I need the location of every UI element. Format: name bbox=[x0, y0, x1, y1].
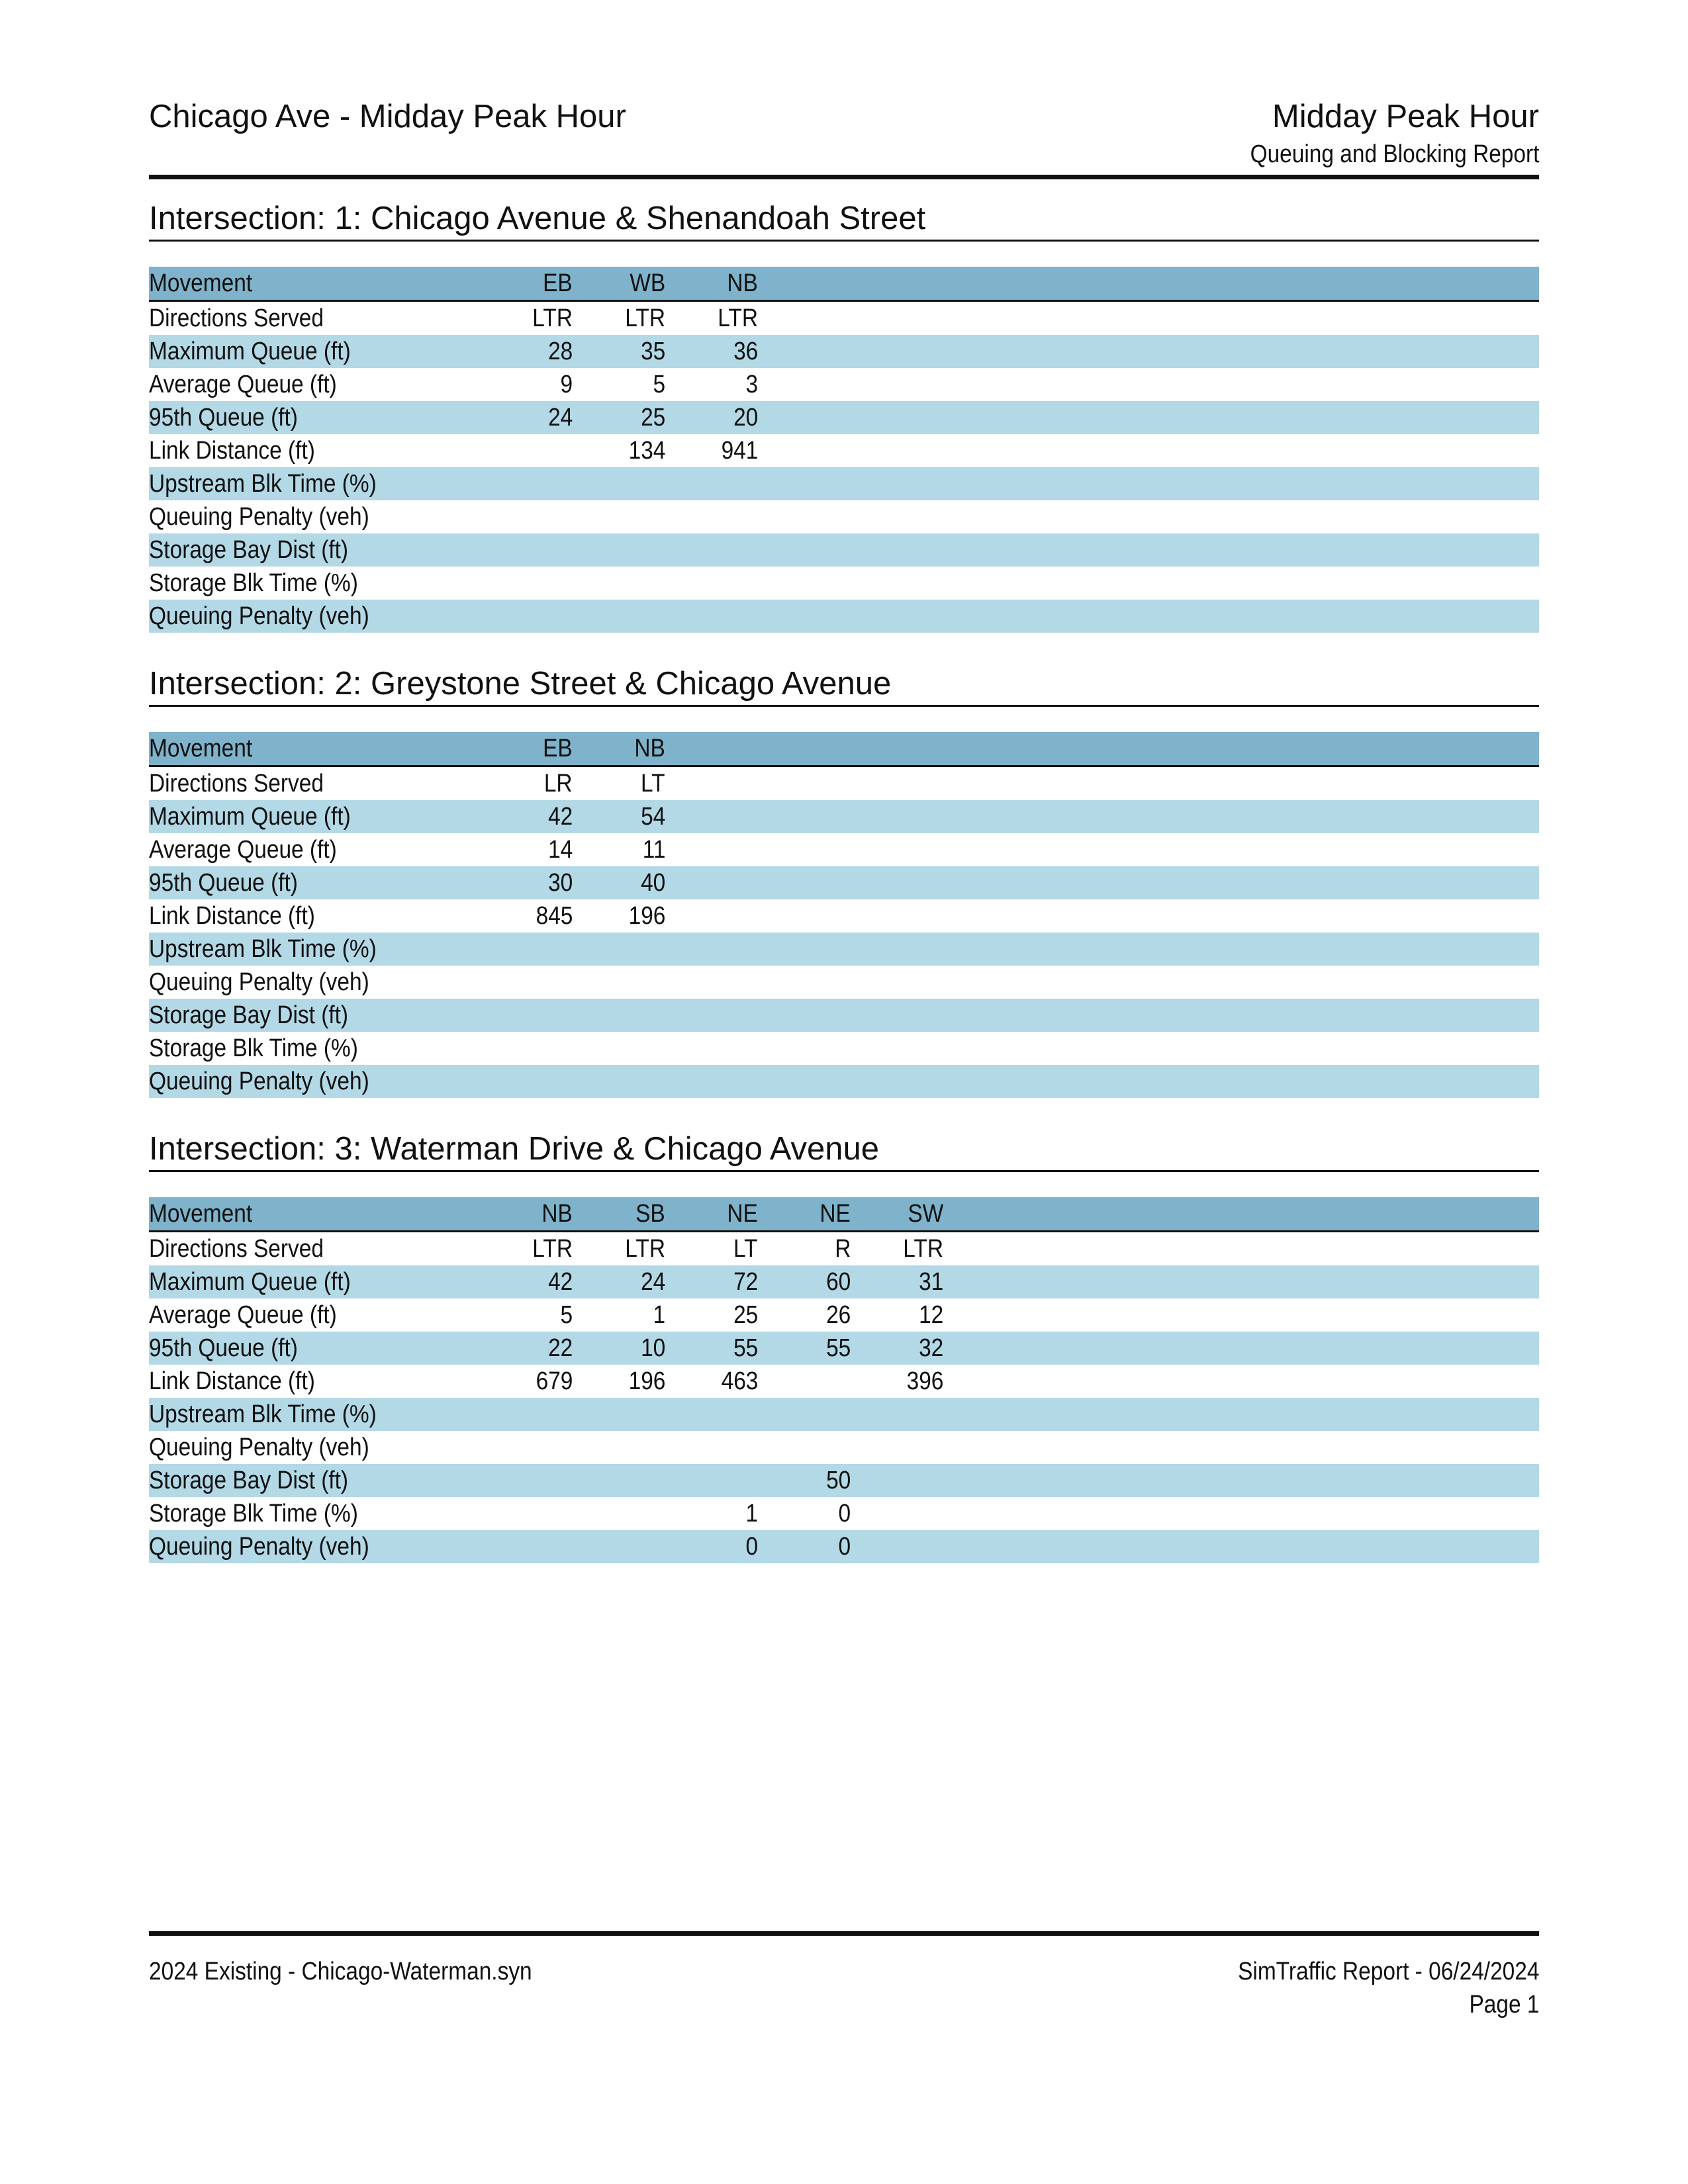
cell-value: 32 bbox=[851, 1332, 943, 1365]
row-filler bbox=[758, 434, 1539, 467]
cell-value bbox=[573, 933, 665, 966]
cell-value: LR bbox=[544, 770, 573, 797]
table-row bbox=[149, 567, 1539, 600]
table-row bbox=[149, 833, 1539, 866]
cell-value: 11 bbox=[642, 836, 665, 864]
cell-value: 22 bbox=[480, 1332, 573, 1365]
row-filler bbox=[758, 368, 1539, 401]
cell-value bbox=[573, 1032, 665, 1065]
cell-value: 1 bbox=[653, 1301, 665, 1329]
row-filler bbox=[758, 467, 1539, 500]
cell-value: 55 bbox=[758, 1332, 851, 1365]
row-filler bbox=[665, 800, 1539, 833]
report-type: Queuing and Blocking Report bbox=[1250, 140, 1539, 168]
cell-value bbox=[480, 1032, 573, 1065]
cell-value: 30 bbox=[480, 866, 573, 899]
cell-value: 196 bbox=[628, 902, 665, 930]
cell-value: 25 bbox=[573, 401, 665, 434]
row-filler bbox=[758, 533, 1539, 567]
cell-value bbox=[480, 533, 573, 567]
cell-value: 679 bbox=[536, 1367, 573, 1395]
table-row bbox=[149, 1398, 1539, 1431]
intersection-section bbox=[149, 1129, 1539, 1563]
approach-header: SW bbox=[851, 1197, 943, 1232]
row-label: Queuing Penalty (veh) bbox=[149, 968, 369, 996]
cell-value bbox=[573, 1398, 665, 1431]
row-label: Storage Blk Time (%) bbox=[149, 569, 358, 597]
cell-value: 845 bbox=[536, 902, 573, 930]
row-label: Maximum Queue (ft) bbox=[149, 335, 480, 368]
row-filler bbox=[943, 1497, 1539, 1530]
cell-value bbox=[480, 933, 573, 966]
footer-filename: 2024 Existing - Chicago-Waterman.syn bbox=[149, 1958, 532, 1985]
table-header-row bbox=[149, 267, 1539, 301]
cell-value bbox=[851, 1431, 943, 1464]
row-filler bbox=[943, 1332, 1539, 1365]
cell-value bbox=[480, 1398, 573, 1431]
movement-header: Movement bbox=[149, 732, 480, 766]
row-label: Directions Served bbox=[149, 304, 324, 332]
footer-rule bbox=[149, 1931, 1539, 1936]
row-label: Upstream Blk Time (%) bbox=[149, 933, 480, 966]
cell-value: 35 bbox=[573, 335, 665, 368]
cell-value bbox=[573, 567, 665, 600]
cell-value: LT bbox=[641, 770, 665, 797]
row-label: Queuing Penalty (veh) bbox=[149, 1065, 480, 1098]
row-filler bbox=[943, 1232, 1539, 1266]
intersection-title: Intersection: 1: Chicago Avenue & Shenandoah Street bbox=[149, 201, 926, 236]
row-label: Maximum Queue (ft) bbox=[149, 1265, 480, 1298]
cell-value: LTR bbox=[625, 304, 665, 332]
cell-value bbox=[573, 1464, 665, 1497]
cell-value: 0 bbox=[838, 1500, 851, 1527]
row-label: Upstream Blk Time (%) bbox=[149, 467, 480, 500]
intersection-section bbox=[149, 664, 1539, 1098]
approach-header: NB bbox=[665, 267, 758, 301]
approach-header: NB bbox=[480, 1197, 573, 1232]
approach-header: EB bbox=[480, 732, 573, 766]
queue-table bbox=[149, 1197, 1539, 1563]
cell-value: 24 bbox=[573, 1265, 665, 1298]
cell-value: 60 bbox=[758, 1265, 851, 1298]
table-row bbox=[149, 1497, 1539, 1530]
cell-value bbox=[480, 999, 573, 1032]
movement-header: Movement bbox=[149, 1197, 480, 1232]
cell-value: 20 bbox=[665, 401, 758, 434]
row-label: 95th Queue (ft) bbox=[149, 1332, 480, 1365]
cell-value: 10 bbox=[573, 1332, 665, 1365]
row-filler bbox=[758, 600, 1539, 633]
cell-value: 72 bbox=[665, 1265, 758, 1298]
row-filler bbox=[665, 966, 1539, 999]
row-filler bbox=[665, 1065, 1539, 1098]
cell-value: 463 bbox=[721, 1367, 758, 1395]
cell-value: 42 bbox=[480, 800, 573, 833]
table-row bbox=[149, 500, 1539, 533]
row-label: Queuing Penalty (veh) bbox=[149, 1433, 369, 1461]
row-label: Directions Served bbox=[149, 770, 324, 797]
row-filler bbox=[665, 766, 1539, 801]
cell-value bbox=[480, 1530, 573, 1563]
row-label: Maximum Queue (ft) bbox=[149, 800, 480, 833]
row-filler bbox=[665, 866, 1539, 899]
cell-value bbox=[851, 1530, 943, 1563]
intersection-title: Intersection: 3: Waterman Drive & Chicago Avenue bbox=[149, 1131, 880, 1167]
cell-value bbox=[480, 1497, 573, 1530]
table-row bbox=[149, 301, 1539, 336]
cell-value bbox=[573, 966, 665, 999]
row-filler bbox=[943, 1530, 1539, 1563]
intersection-section bbox=[149, 199, 1539, 633]
cell-value: 55 bbox=[665, 1332, 758, 1365]
row-label: Storage Blk Time (%) bbox=[149, 1034, 358, 1062]
cell-value: 1 bbox=[745, 1500, 758, 1527]
cell-value: LTR bbox=[532, 304, 573, 332]
table-row bbox=[149, 1265, 1539, 1298]
row-label: 95th Queue (ft) bbox=[149, 401, 480, 434]
cell-value bbox=[665, 600, 758, 633]
cell-value bbox=[480, 1065, 573, 1098]
header-rule bbox=[149, 175, 1539, 179]
row-label: Storage Blk Time (%) bbox=[149, 1500, 358, 1527]
movement-header: Movement bbox=[149, 267, 480, 301]
cell-value: 196 bbox=[628, 1367, 665, 1395]
report-period: Midday Peak Hour bbox=[1272, 99, 1539, 134]
row-filler bbox=[665, 899, 1539, 933]
table-row bbox=[149, 1530, 1539, 1563]
cell-value bbox=[573, 999, 665, 1032]
approach-header: NE bbox=[665, 1197, 758, 1232]
cell-value: LTR bbox=[532, 1235, 573, 1263]
cell-value: 24 bbox=[480, 401, 573, 434]
cell-value bbox=[573, 1431, 665, 1464]
row-label: Upstream Blk Time (%) bbox=[149, 1398, 480, 1431]
cell-value: 26 bbox=[825, 1301, 851, 1329]
row-label: Directions Served bbox=[149, 1235, 324, 1263]
table-row bbox=[149, 899, 1539, 933]
cell-value bbox=[573, 1530, 665, 1563]
cell-value: 54 bbox=[573, 800, 665, 833]
cell-value: 40 bbox=[573, 866, 665, 899]
cell-value: 9 bbox=[560, 371, 573, 398]
approach-header: SB bbox=[573, 1197, 665, 1232]
section-rule bbox=[149, 705, 1539, 707]
cell-value bbox=[573, 500, 665, 533]
row-filler bbox=[943, 1431, 1539, 1464]
cell-value: R bbox=[834, 1235, 851, 1263]
cell-value bbox=[758, 1365, 851, 1398]
header-filler bbox=[758, 267, 1539, 301]
table-row bbox=[149, 335, 1539, 368]
cell-value: 50 bbox=[758, 1464, 851, 1497]
footer-report-date: SimTraffic Report - 06/24/2024 bbox=[1237, 1958, 1539, 1985]
table-row bbox=[149, 766, 1539, 801]
cell-value bbox=[758, 1398, 851, 1431]
table-row bbox=[149, 600, 1539, 633]
cell-value: LTR bbox=[718, 304, 758, 332]
header-filler bbox=[665, 732, 1539, 766]
cell-value: 12 bbox=[918, 1301, 943, 1329]
table-row bbox=[149, 467, 1539, 500]
cell-value: 0 bbox=[758, 1530, 851, 1563]
section-rule bbox=[149, 240, 1539, 242]
row-label: Storage Bay Dist (ft) bbox=[149, 999, 480, 1032]
row-filler bbox=[665, 933, 1539, 966]
row-label: Queuing Penalty (veh) bbox=[149, 600, 480, 633]
row-filler bbox=[665, 999, 1539, 1032]
row-label: Storage Bay Dist (ft) bbox=[149, 1464, 480, 1497]
cell-value: 14 bbox=[547, 836, 573, 864]
row-filler bbox=[943, 1365, 1539, 1398]
table-row bbox=[149, 434, 1539, 467]
cell-value: 3 bbox=[745, 371, 758, 398]
table-header-row bbox=[149, 1197, 1539, 1232]
approach-header: WB bbox=[573, 267, 665, 301]
row-label: Average Queue (ft) bbox=[149, 1301, 337, 1329]
cell-value bbox=[573, 600, 665, 633]
row-label: Average Queue (ft) bbox=[149, 371, 337, 398]
intersection-title: Intersection: 2: Greystone Street & Chicago Avenue bbox=[149, 666, 892, 702]
row-label: Link Distance (ft) bbox=[149, 437, 315, 465]
approach-header: NB bbox=[573, 732, 665, 766]
cell-value bbox=[480, 500, 573, 533]
cell-value bbox=[665, 533, 758, 567]
table-row bbox=[149, 800, 1539, 833]
cell-value bbox=[480, 434, 573, 467]
cell-value: 36 bbox=[665, 335, 758, 368]
cell-value: LTR bbox=[625, 1235, 665, 1263]
table-row bbox=[149, 401, 1539, 434]
table-row bbox=[149, 1332, 1539, 1365]
cell-value: 0 bbox=[665, 1530, 758, 1563]
table-row bbox=[149, 1298, 1539, 1332]
cell-value: 941 bbox=[721, 437, 758, 465]
cell-value bbox=[665, 1398, 758, 1431]
row-filler bbox=[665, 833, 1539, 866]
table-row bbox=[149, 866, 1539, 899]
cell-value: 42 bbox=[480, 1265, 573, 1298]
table-row bbox=[149, 966, 1539, 999]
table-row bbox=[149, 533, 1539, 567]
row-filler bbox=[943, 1298, 1539, 1332]
queue-table bbox=[149, 732, 1539, 1098]
section-rule bbox=[149, 1170, 1539, 1172]
row-label: Queuing Penalty (veh) bbox=[149, 503, 369, 531]
cell-value bbox=[851, 1464, 943, 1497]
table-row bbox=[149, 1032, 1539, 1065]
report-title: Chicago Ave - Midday Peak Hour bbox=[149, 99, 626, 134]
cell-value bbox=[480, 1431, 573, 1464]
table-row bbox=[149, 368, 1539, 401]
approach-header: EB bbox=[480, 267, 573, 301]
row-filler bbox=[758, 500, 1539, 533]
table-row bbox=[149, 1464, 1539, 1497]
row-filler bbox=[943, 1398, 1539, 1431]
table-header-row bbox=[149, 732, 1539, 766]
cell-value bbox=[665, 1464, 758, 1497]
row-label: Link Distance (ft) bbox=[149, 1367, 315, 1395]
cell-value bbox=[758, 1431, 851, 1464]
cell-value bbox=[573, 533, 665, 567]
row-filler bbox=[665, 1032, 1539, 1065]
cell-value bbox=[480, 1464, 573, 1497]
row-filler bbox=[943, 1464, 1539, 1497]
row-filler bbox=[758, 567, 1539, 600]
table-row bbox=[149, 1065, 1539, 1098]
table-row bbox=[149, 999, 1539, 1032]
row-label: Queuing Penalty (veh) bbox=[149, 1530, 480, 1563]
cell-value bbox=[573, 467, 665, 500]
row-filler bbox=[758, 335, 1539, 368]
cell-value bbox=[665, 500, 758, 533]
cell-value bbox=[665, 1431, 758, 1464]
cell-value: LTR bbox=[903, 1235, 943, 1263]
cell-value: 134 bbox=[628, 437, 665, 465]
cell-value bbox=[480, 567, 573, 600]
row-label: Storage Bay Dist (ft) bbox=[149, 533, 480, 567]
cell-value: 396 bbox=[906, 1367, 943, 1395]
approach-header: NE bbox=[758, 1197, 851, 1232]
cell-value bbox=[480, 600, 573, 633]
cell-value bbox=[851, 1398, 943, 1431]
table-row bbox=[149, 1365, 1539, 1398]
row-label: Average Queue (ft) bbox=[149, 836, 337, 864]
row-label: 95th Queue (ft) bbox=[149, 866, 480, 899]
row-filler bbox=[943, 1265, 1539, 1298]
cell-value bbox=[480, 467, 573, 500]
cell-value: 5 bbox=[560, 1301, 573, 1329]
cell-value: 25 bbox=[733, 1301, 758, 1329]
cell-value: 5 bbox=[653, 371, 665, 398]
table-row bbox=[149, 1431, 1539, 1464]
cell-value: 31 bbox=[851, 1265, 943, 1298]
cell-value bbox=[573, 1065, 665, 1098]
row-filler bbox=[758, 401, 1539, 434]
cell-value: 28 bbox=[480, 335, 573, 368]
row-label: Link Distance (ft) bbox=[149, 902, 315, 930]
queue-table bbox=[149, 267, 1539, 633]
page-number: Page 1 bbox=[1469, 1991, 1539, 2019]
header-filler bbox=[943, 1197, 1539, 1232]
cell-value bbox=[665, 467, 758, 500]
cell-value bbox=[480, 966, 573, 999]
cell-value bbox=[573, 1497, 665, 1530]
table-row bbox=[149, 1232, 1539, 1266]
table-row bbox=[149, 933, 1539, 966]
cell-value bbox=[665, 567, 758, 600]
row-filler bbox=[758, 301, 1539, 336]
cell-value bbox=[851, 1497, 943, 1530]
cell-value: LT bbox=[733, 1235, 758, 1263]
